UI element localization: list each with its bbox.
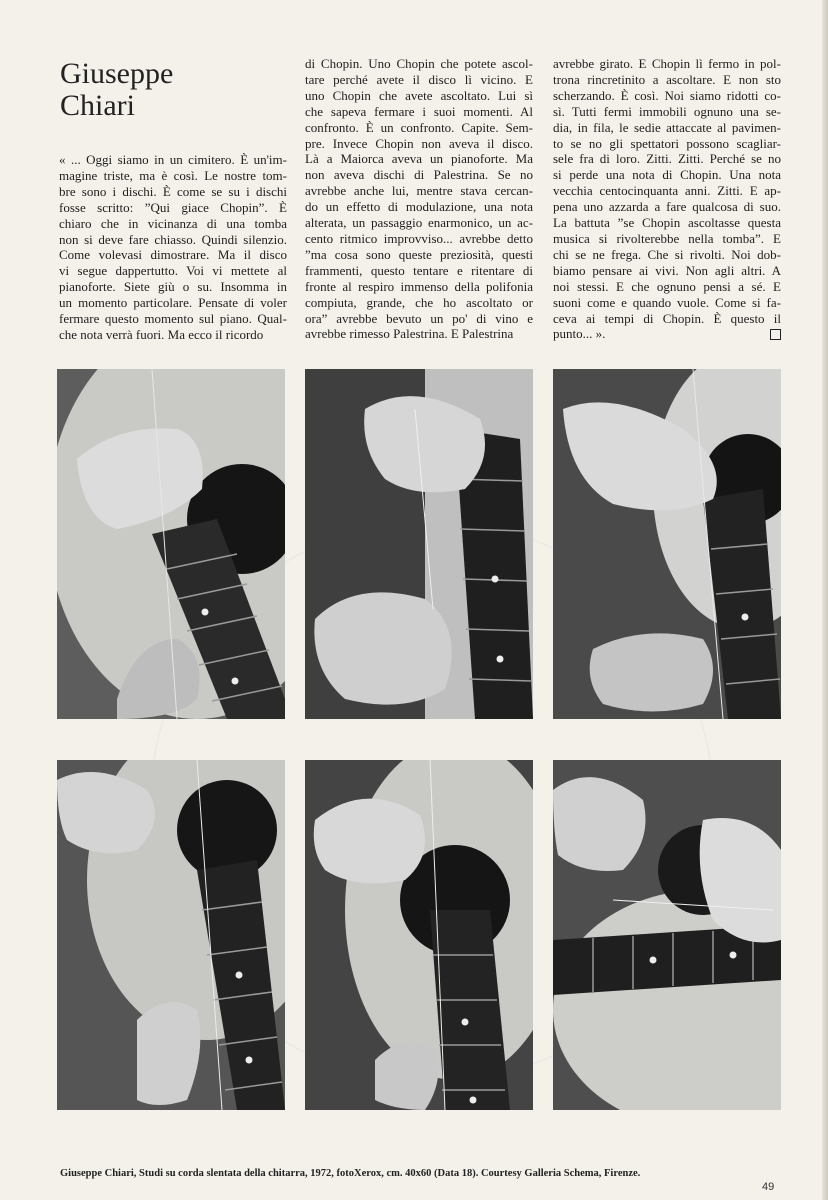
text-line: avrebbe girato. E Chopin lì fermo in pol- xyxy=(553,56,781,71)
text-line: vecchia centocinquanta anni. Zitti. E ap- xyxy=(553,183,781,199)
text-line: chi se ne frega. Che si rivolti. Noi dob- xyxy=(553,246,781,262)
text-line: sì. Tutti fermi immobili ognuno una se- xyxy=(553,103,781,119)
text-line: Come volevasi dimostrare. Ma il disco xyxy=(59,247,287,263)
text-column-3 xyxy=(553,56,781,342)
text-line: magine triste, ma è così. Le nostre tom- xyxy=(59,167,287,183)
text-line: Là a Maiorca aveva un pianoforte. Ma xyxy=(305,151,533,167)
text-line: frammenti, questo tentare e ritentare di xyxy=(305,262,533,278)
text-line: noi stessi. E che ognuno pensi a sé. E xyxy=(553,278,781,294)
photo-guitar-4 xyxy=(57,760,285,1110)
text-line: non si deve fare chiasso. Quindi silenzio. xyxy=(59,231,287,247)
text-line: pre. Invece Chopin non aveva il disco. xyxy=(305,135,533,151)
text-column-2 xyxy=(305,56,533,342)
photo-guitar-5 xyxy=(305,760,533,1110)
text-line: ”ma cosa sono queste preziosità, questi xyxy=(305,246,533,262)
author-last-name: Chiari xyxy=(60,89,135,122)
author-first-name: Giuseppe xyxy=(60,57,174,90)
text-line: avrebbe rimesso Palestrina. E Palestrina xyxy=(305,326,514,342)
text-line: ora” avrebbe bevuto un po' di vino e xyxy=(305,310,533,326)
text-line: chiaro che in vicinanza di una tomba xyxy=(59,215,287,231)
text-line: cento ritmico improvviso... avrebbe detto xyxy=(305,230,533,246)
text-line: to se no gli spettatori possono scagliar- xyxy=(553,135,781,151)
text-line: fronte al respiro immenso della polifonia xyxy=(305,278,533,294)
text-line: scherzando. È così. Noi siamo ridotti co- xyxy=(553,87,781,103)
text-line: do un effetto di modulazione, una nota xyxy=(305,199,533,215)
text-line: che sapeva fermare i suoi momenti. Al xyxy=(305,103,533,119)
text-line: avrebbe anche lui, mentre stava cercan- xyxy=(305,183,533,199)
photo-guitar-3 xyxy=(553,369,781,719)
text-line: musica si rivolterebbe nella tomba”. E xyxy=(553,230,781,246)
text-line: trona rincretinito a ascoltare. E non sto xyxy=(553,71,781,87)
text-line: bre sono i dischi. È come se su i dischi xyxy=(59,183,287,199)
text-line: sele fra di loro. Zitti. Zitti. Perché se no xyxy=(553,151,781,167)
photo-caption: Giuseppe Chiari, Studi su corda slentata della chitarra, 1972, fotoXerox, cm. 40x60 (Data 18). Courtesy Galleria Schema, Firenze. xyxy=(60,1168,641,1179)
photo-guitar-1 xyxy=(57,369,285,719)
text-line: alterata, un passaggio enarmonico, un ac- xyxy=(305,215,533,231)
text-line: tare perché avete il disco lì vicino. E xyxy=(305,71,533,87)
page-edge xyxy=(822,0,828,1200)
text-line: fermare questo momento sul piano. Qual- xyxy=(59,311,287,327)
author-title xyxy=(60,58,280,122)
text-line: « ... Oggi siamo in un cimitero. È un'im- xyxy=(59,152,287,167)
text-line: dia, in fila, le sedie attaccate al pavimen- xyxy=(553,119,781,135)
text-line: ceva ai tempi di Chopin. È questo il xyxy=(553,310,781,326)
end-of-article-mark xyxy=(770,329,781,340)
text-line: suoni come e quando vuole. Come si fa- xyxy=(553,294,781,310)
text-line: che nota verrà fuori. Ma ecco il ricordo xyxy=(59,326,264,342)
page-number: 49 xyxy=(762,1181,775,1193)
text-line: La battuta ”se Chopin ascoltasse questa xyxy=(553,215,781,231)
text-line: pena uno azzarda a fare qualcosa di suo. xyxy=(553,199,781,215)
photo-guitar-6 xyxy=(553,760,781,1110)
text-line: non aveva dischi di Palestrina. Se no xyxy=(305,167,533,183)
text-line: biamo pensare ai vivi. Non agli altri. A xyxy=(553,262,781,278)
text-line: fosse scritto: ”Qui giace Chopin”. È xyxy=(59,199,287,215)
text-line: vi segue dappertutto. Voi vi mettete al xyxy=(59,263,287,279)
photo-guitar-2 xyxy=(305,369,533,719)
text-column-1 xyxy=(59,152,287,343)
text-line: uno Chopin che avete ascoltato. Lui sì xyxy=(305,87,533,103)
text-line: un momento particolare. Pensate di voler xyxy=(59,295,287,311)
text-line: pianoforte. Siete giù o su. Insomma in xyxy=(59,279,287,295)
text-line: si perde una nota di Chopin. Una nota xyxy=(553,167,781,183)
text-line: di Chopin. Uno Chopin che potete ascol- xyxy=(305,56,533,71)
text-line: confronto. È un confronto. Capite. Sem- xyxy=(305,119,533,135)
text-line: compiuta, grande, che ho ascoltato or xyxy=(305,294,533,310)
text-line: punto... ». xyxy=(553,326,781,342)
